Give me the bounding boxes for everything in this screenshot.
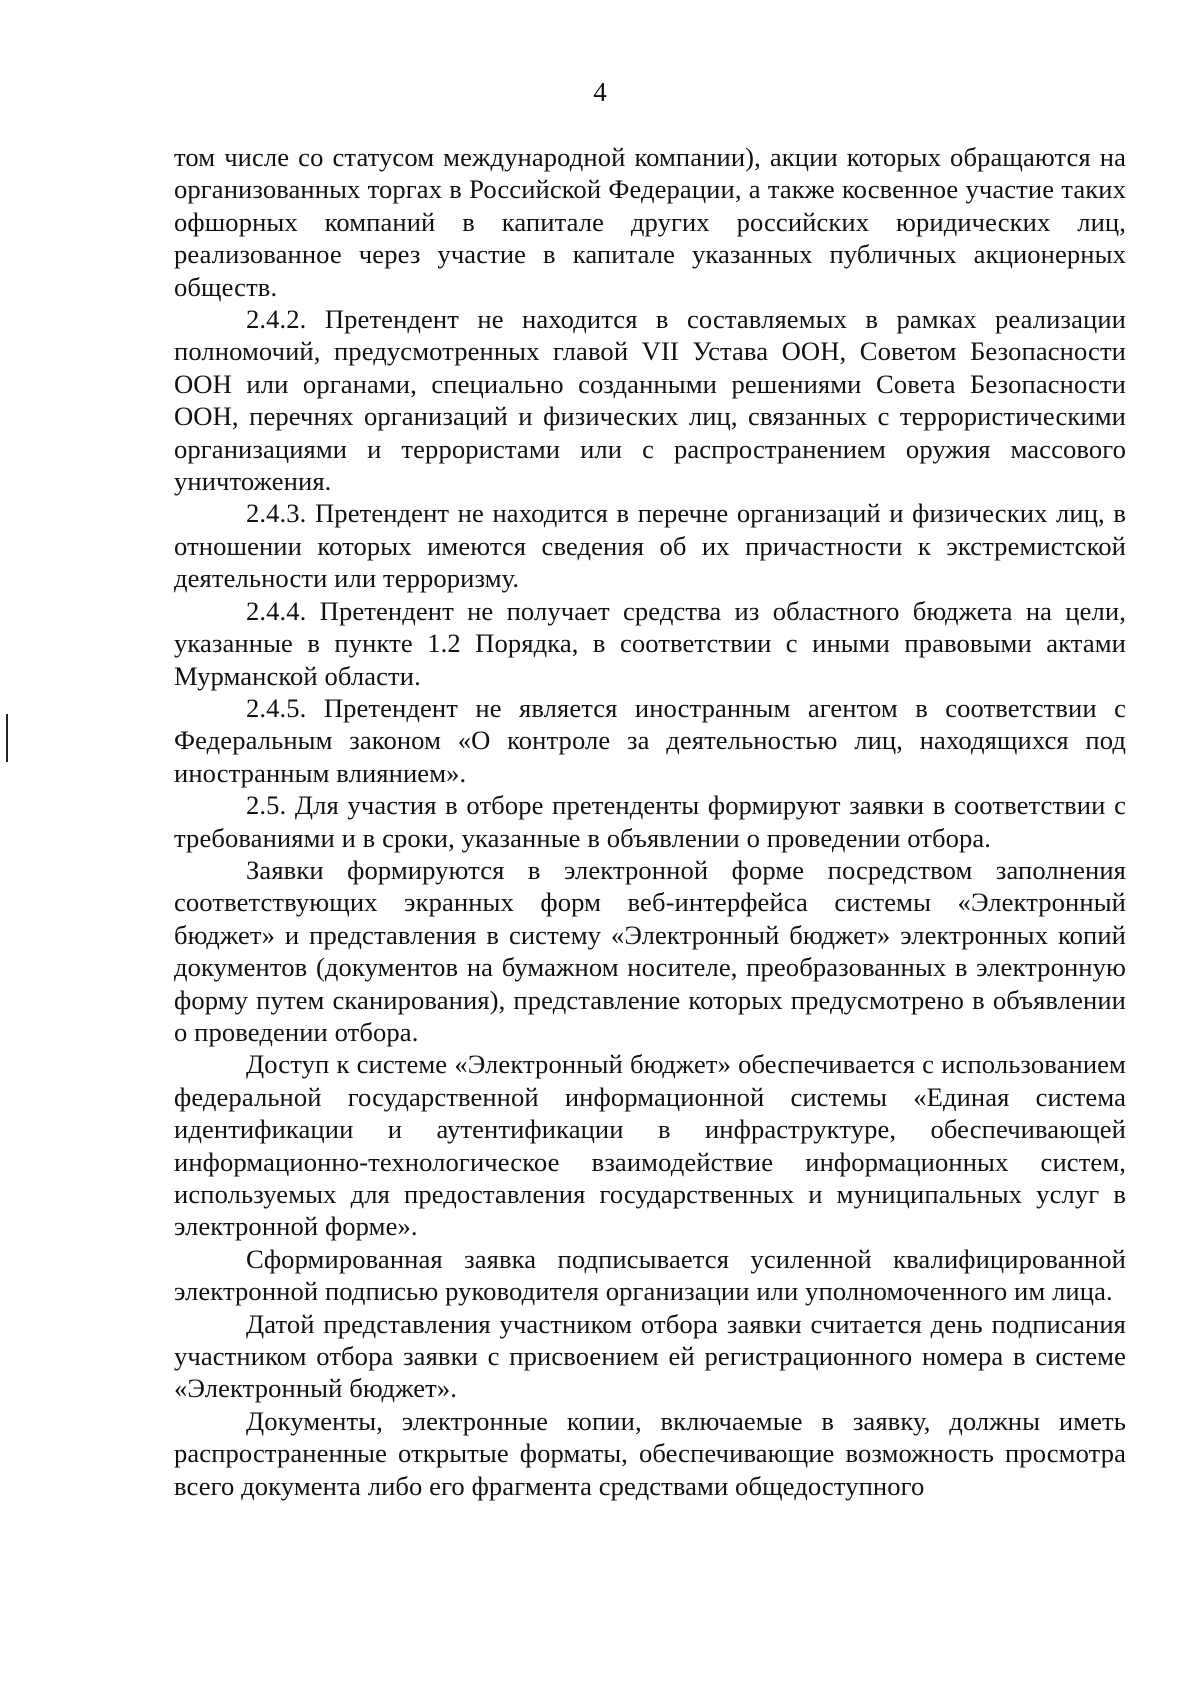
paragraph-application-forms: Заявки формируются в электронной форме посредством заполнения соответствующих экранных форм веб-интерфейса системы «Электронный бюджет» и представления в систему «Электронный бюджет» электронных копий документов (документов на бумажном носителе, преобразованных в электронную форму путем сканирования), представление которых предусмотрено в объявлении о проведении отбора. (174, 854, 1126, 1047)
paragraph-2-4-3: 2.4.3. Претендент не находится в перечне организаций и физических лиц, в отношении которых имеются сведения об их причастности к экстремистской деятельности или терроризму. (174, 498, 1126, 594)
paragraph-2-4-4: 2.4.4. Претендент не получает средства из областного бюджета на цели, указанные в пункте 1.2 Порядка, в соответствии с иными правовыми актами Мурманской области. (174, 595, 1126, 691)
scan-artifact-line (6, 714, 8, 762)
paragraph-submission-date: Датой представления участником отбора заявки считается день подписания участником отбора заявки с присвоением ей регистрационного номера в системе «Электронный бюджет». (174, 1308, 1126, 1404)
paragraph-2-4-5: 2.4.5. Претендент не является иностранным агентом в соответствии с Федеральным законом «О контроле за деятельностью лиц, находящихся под иностранным влиянием». (174, 692, 1126, 788)
paragraph-continuation: том числе со статусом международной компании), акции которых обращаются на организованных торгах в Российской Федерации, а также косвенное участие таких офшорных компаний в капитале других российских юридических лиц, реализованное через участие в капитале указанных публичных акционерных обществ. (174, 142, 1126, 302)
paragraph-2-4-2: 2.4.2. Претендент не находится в составляемых в рамках реализации полномочий, предусмотренных главой VII Устава ООН, Советом Безопасности ООН или органами, специально созданными решениями Совета Безопасности ООН, перечнях организаций и физических лиц, связанных с террористическими организациями и террористами или с распространением оружия массового уничтожения. (174, 304, 1126, 497)
paragraph-2-5: 2.5. Для участия в отборе претенденты формируют заявки в соответствии с требованиями и в сроки, указанные в объявлении о проведении отбора. (174, 790, 1126, 853)
page-number: 4 (593, 77, 607, 107)
paragraph-system-access: Доступ к системе «Электронный бюджет» обеспечивается с использованием федеральной государственной информационной системы «Единая система идентификации и аутентификации в инфраструктуре, обеспечивающей информационно-технологическое взаимодействие информационных систем, используемых для предоставления государственных и муниципальных услуг в электронной форме». (174, 1049, 1126, 1242)
document-body (174, 141, 1126, 1502)
paragraph-document-formats: Документы, электронные копии, включаемые в заявку, должны иметь распространенные открытые форматы, обеспечивающие возможность просмотра всего документа либо его фрагмента средствами общедоступного (174, 1405, 1126, 1501)
paragraph-signature: Сформированная заявка подписывается усиленной квалифицированной электронной подписью руководителя организации или уполномоченного им лица. (174, 1243, 1126, 1307)
